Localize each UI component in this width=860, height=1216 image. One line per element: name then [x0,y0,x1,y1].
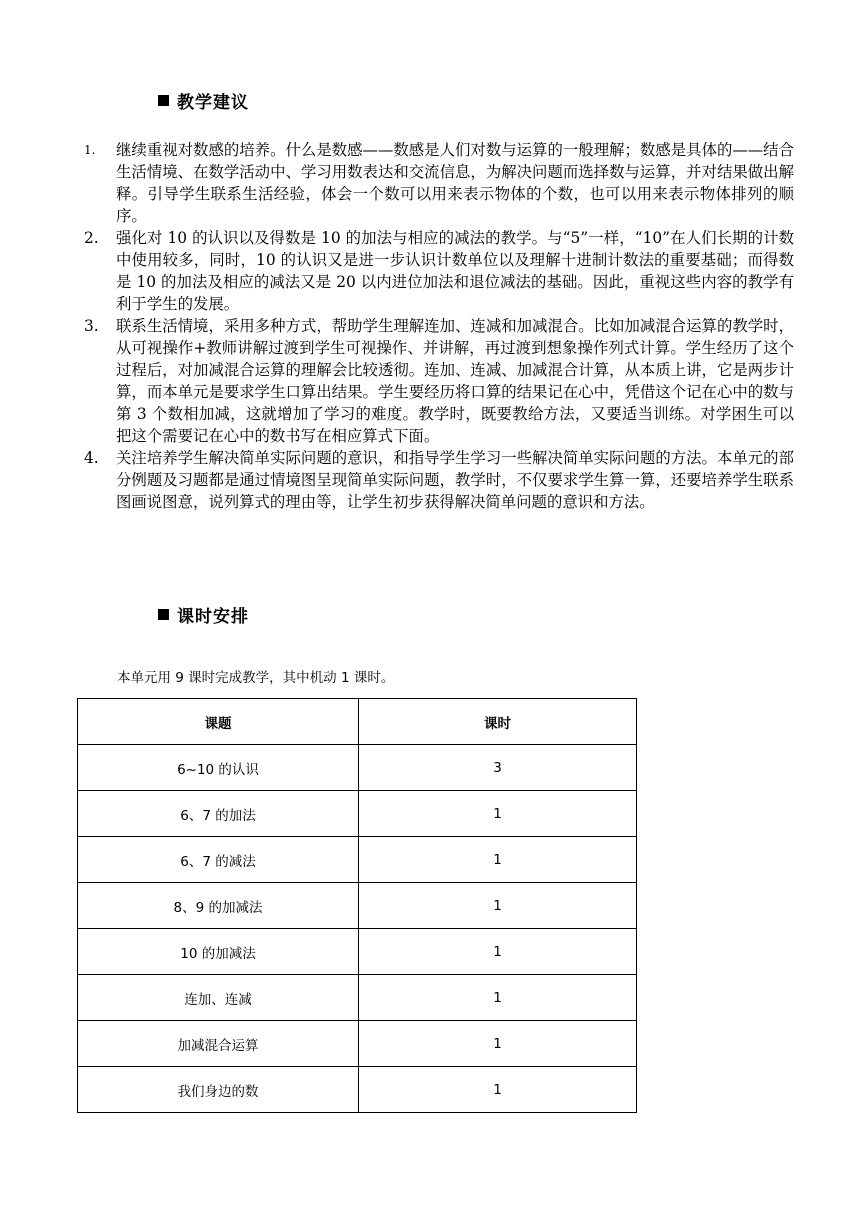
cell-hours: 1 [359,929,637,975]
table-header-row [78,699,637,745]
cell-topic: 我们身边的数 [78,1067,359,1113]
cell-topic: 连加、连减 [78,975,359,1021]
column-header-hours: 课时 [359,699,637,745]
cell-hours: 1 [359,1067,637,1113]
teaching-heading-text: 教学建议 [177,93,249,113]
column-header-topic: 课题 [78,699,359,745]
list-item-number: 2. [84,229,99,247]
cell-hours: 1 [359,883,637,929]
cell-topic: 8、9 的加减法 [78,883,359,929]
square-bullet-icon [158,609,169,620]
teaching-list [84,139,794,513]
table-row [78,883,637,929]
table-row [78,745,637,791]
cell-topic: 10 的加减法 [78,929,359,975]
table-row [78,929,637,975]
table-row [78,1067,637,1113]
table-row [78,837,637,883]
list-item-number: 1. [84,143,96,157]
schedule-heading-text: 课时安排 [177,607,249,627]
list-item-number: 3. [84,317,99,335]
schedule-table [77,698,637,1113]
table-row [78,1021,637,1067]
list-item [84,227,794,315]
list-item-number: 4. [84,449,99,467]
cell-topic: 6~10 的认识 [78,745,359,791]
cell-hours: 1 [359,1021,637,1067]
cell-hours: 1 [359,837,637,883]
list-item [84,447,794,513]
square-bullet-icon [158,95,169,106]
list-item-text: 继续重视对数感的培养。什么是数感——数感是人们对数与运算的一般理解；数感是具体的——结合生活情境、在数学活动中、学习用数表达和交流信息，为解决问题而选择数与运算，并对结果做出解释。引导学生联系生活经验，体会一个数可以用来表示物体的个数，也可以用来表示物体排列的顺序。 [116,141,794,225]
list-item-text: 关注培养学生解决简单实际问题的意识，和指导学生学习一些解决简单实际问题的方法。本单元的部分例题及习题都是通过情境图呈现简单实际问题，教学时，不仅要求学生算一算，还要培养学生联系图画说图意，说列算式的理由等，让学生初步获得解决简单问题的意识和方法。 [116,449,794,511]
teaching-heading [158,88,249,113]
cell-hours: 1 [359,791,637,837]
cell-topic: 6、7 的加法 [78,791,359,837]
schedule-heading [158,602,249,627]
cell-hours: 3 [359,745,637,791]
cell-hours: 1 [359,975,637,1021]
table-row [78,975,637,1021]
list-item-text: 强化对 10 的认识以及得数是 10 的加法与相应的减法的教学。与“5”一样，“10”在人们长期的计数中使用较多，同时，10 的认识又是进一步认识计数单位以及理解十进制计数法的重要基础；而得数是 10 的加法及相应的减法又是 20 以内进位加法和退位减法的基础。因此，重视这些内容的教学有利于学生的发展。 [116,229,794,313]
schedule-intro: 本单元用 9 课时完成教学，其中机动 1 课时。 [117,670,395,686]
cell-topic: 6、7 的减法 [78,837,359,883]
list-item-text: 联系生活情境，采用多种方式，帮助学生理解连加、连减和加减混合。比如加减混合运算的教学时，从可视操作+教师讲解过渡到学生可视操作、并讲解，再过渡到想象操作列式计算。学生经历了这个过程后，对加减混合运算的理解会比较透彻。连加、连减、加减混合计算，从本质上讲，它是两步计算，而本单元是要求学生口算出结果。学生要经历将口算的结果记在心中，凭借这个记在心中的数与第 3 个数相加减，这就增加了学习的难度。教学时，既要教给方法，又要适当训练。对学困生可以把这个需要记在心中的数书写在相应算式下面。 [116,317,794,445]
cell-topic: 加减混合运算 [78,1021,359,1067]
list-item [84,139,794,227]
table-row [78,791,637,837]
list-item [84,315,794,447]
